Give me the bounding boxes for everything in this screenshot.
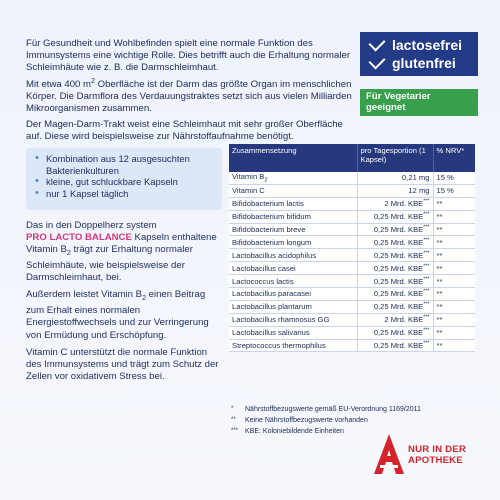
amount-per-serving: 0,25 Mrd. KBE*** bbox=[357, 300, 433, 313]
intro-paragraph-3: Der Magen-Darm-Trakt weist eine Schleimhaut mit sehr großer Oberfläche auf. Diese wird beispielsweise zur Nährstoffaufnahme benötigt. bbox=[26, 119, 343, 143]
nrv-value: 15 % bbox=[433, 184, 475, 197]
nrv-value: ** bbox=[433, 288, 475, 301]
claim-vitamin-c: Vitamin C unterstützt die normale Funktion des Immunsystems und trägt zum Schutz der Zellen vor oxidativem Stress bei. bbox=[26, 346, 219, 382]
list-item: • Kombination aus 12 ausgesuchten Bakterienkulturen bbox=[32, 153, 216, 176]
lactosefrei-row: lactosefrei bbox=[368, 36, 470, 54]
ingredient-name: Lactobacillus rhamnosus GG bbox=[229, 313, 357, 326]
table-row bbox=[229, 313, 475, 326]
checkmark-icon bbox=[369, 53, 386, 70]
ingredient-name: Vitamin C bbox=[229, 184, 357, 197]
intro-paragraph-1: Für Gesundheit und Wohlbefinden spielt eine normale Funktion des Immunsystems eine wichtige Rolle. Dies betrifft auch die Erhaltung normaler Schleimhäute wie z. B. die Darmschleimhaut. bbox=[26, 38, 351, 74]
apotheke-a-icon bbox=[372, 432, 406, 478]
nrv-value: ** bbox=[433, 313, 475, 326]
claim-vitamin-b2-energy: Außerdem leistet Vitamin $B_2$ einen Beitrag zum Erhalt eines normalen Energiestoffwechsels und zur Verringerung von Ermüdung und Erschöpfung. bbox=[26, 289, 209, 341]
vegetarian-badge: Für Vegetarier geeignet bbox=[360, 89, 478, 116]
amount-per-serving: 2 Mrd. KBE*** bbox=[357, 313, 433, 326]
amount-per-serving: 0,25 Mrd. KBE*** bbox=[357, 210, 433, 223]
intro-text bbox=[26, 38, 356, 148]
ingredient-name: Bifidobacterium lactis bbox=[229, 197, 357, 210]
ingredient-name: Lactobacillus acidophilus bbox=[229, 249, 357, 262]
feature-list bbox=[26, 148, 222, 210]
amount-per-serving: 2 Mrd. KBE*** bbox=[357, 197, 433, 210]
nrv-value: ** bbox=[433, 210, 475, 223]
amount-per-serving: 0,21 mg bbox=[357, 172, 433, 184]
header-composition: Zusammensetzung bbox=[229, 144, 357, 172]
ingredient-name: Lactobacillus salivarius bbox=[229, 326, 357, 339]
allergen-badge bbox=[360, 32, 478, 76]
ingredient-name: Lactobacillus paracasei bbox=[229, 288, 357, 301]
table-row bbox=[229, 326, 475, 339]
amount-per-serving: 0,25 Mrd. KBE*** bbox=[357, 223, 433, 236]
ingredient-name: Bifidobacterium longum bbox=[229, 236, 357, 249]
amount-per-serving: 0,25 Mrd. KBE*** bbox=[357, 262, 433, 275]
ingredient-name: Lactobacillus casei bbox=[229, 262, 357, 275]
list-item: • kleine, gut schluckbare Kapseln bbox=[32, 176, 216, 188]
health-claims bbox=[26, 220, 224, 388]
nrv-value: ** bbox=[433, 339, 475, 352]
checkmark-icon bbox=[369, 35, 386, 52]
header-nrv: % NRV* bbox=[433, 144, 475, 172]
nrv-value: ** bbox=[433, 262, 475, 275]
nrv-value: 15 % bbox=[433, 172, 475, 184]
table-row bbox=[229, 236, 475, 249]
table-row bbox=[229, 197, 475, 210]
ingredient-name: Lactococcus lactis bbox=[229, 275, 357, 288]
nrv-value: ** bbox=[433, 197, 475, 210]
amount-per-serving: 0,25 Mrd. KBE*** bbox=[357, 288, 433, 301]
table-row bbox=[229, 275, 475, 288]
footnote: * Nährstoffbezugswerte gemäß EU-Verordnung 1169/2011 bbox=[231, 406, 421, 413]
amount-per-serving: 12 mg bbox=[357, 184, 433, 197]
table-row bbox=[229, 184, 475, 197]
footnote: *** KBE: Koloniebildende Einheiten bbox=[231, 428, 344, 435]
amount-per-serving: 0,25 Mrd. KBE*** bbox=[357, 236, 433, 249]
table-row bbox=[229, 223, 475, 236]
ingredient-name: Lactobacillus plantarum bbox=[229, 300, 357, 313]
table-row bbox=[229, 262, 475, 275]
amount-per-serving: 0,25 Mrd. KBE*** bbox=[357, 339, 433, 352]
composition-table bbox=[229, 144, 475, 352]
nrv-value: ** bbox=[433, 223, 475, 236]
list-item: • nur 1 Kapsel täglich bbox=[32, 188, 216, 200]
nrv-value: ** bbox=[433, 249, 475, 262]
table-row bbox=[229, 339, 475, 352]
intro-paragraph-2: Mit etwa 400 $m^2$ Oberfläche ist der Darm das größte Organ im menschlichen Körper. Die Darmflora des Verdauungstraktes setzt sich aus vielen Milliarden Mikroorganismen zusammen. bbox=[26, 77, 352, 115]
nrv-value: ** bbox=[433, 326, 475, 339]
table-row bbox=[229, 300, 475, 313]
footnote: ** Keine Nährstoffbezugswerte vorhanden bbox=[231, 417, 368, 424]
amount-per-serving: 0,25 Mrd. KBE*** bbox=[357, 275, 433, 288]
ingredient-name: Vitamin $B_2$ bbox=[229, 172, 357, 184]
table-row bbox=[229, 288, 475, 301]
apotheke-logo bbox=[372, 432, 482, 482]
ingredient-name: Bifidobacterium bifidum bbox=[229, 210, 357, 223]
table-row bbox=[229, 210, 475, 223]
header-per-serving: pro Tagesportion (1 Kapsel) bbox=[357, 144, 433, 172]
table-header-row bbox=[229, 144, 475, 172]
amount-per-serving: 0,25 Mrd. KBE*** bbox=[357, 249, 433, 262]
amount-per-serving: 0,25 Mrd. KBE*** bbox=[357, 326, 433, 339]
nrv-value: ** bbox=[433, 236, 475, 249]
ingredient-name: Bifidobacterium breve bbox=[229, 223, 357, 236]
brand-name: PRO LACTO BALANCE bbox=[26, 232, 132, 244]
nrv-value: ** bbox=[433, 300, 475, 313]
composition-table-wrapper bbox=[229, 144, 475, 352]
nrv-value: ** bbox=[433, 275, 475, 288]
claim-vitamin-b2-mucosa: Das in den Doppelherz system PRO LACTO BALANCE Kapseln enthaltene Vitamin $B_2$ trägt zur Erhaltung normaler Schleimhäute, wie beispielsweise der Darmschleimhaut, bei. bbox=[26, 220, 217, 284]
ingredient-name: Streptococcus thermophilus bbox=[229, 339, 357, 352]
table-row bbox=[229, 249, 475, 262]
apotheke-logo-text: NUR IN DER APOTHEKE bbox=[408, 444, 466, 466]
glutenfrei-row: glutenfrei bbox=[368, 54, 470, 72]
table-row bbox=[229, 172, 475, 184]
